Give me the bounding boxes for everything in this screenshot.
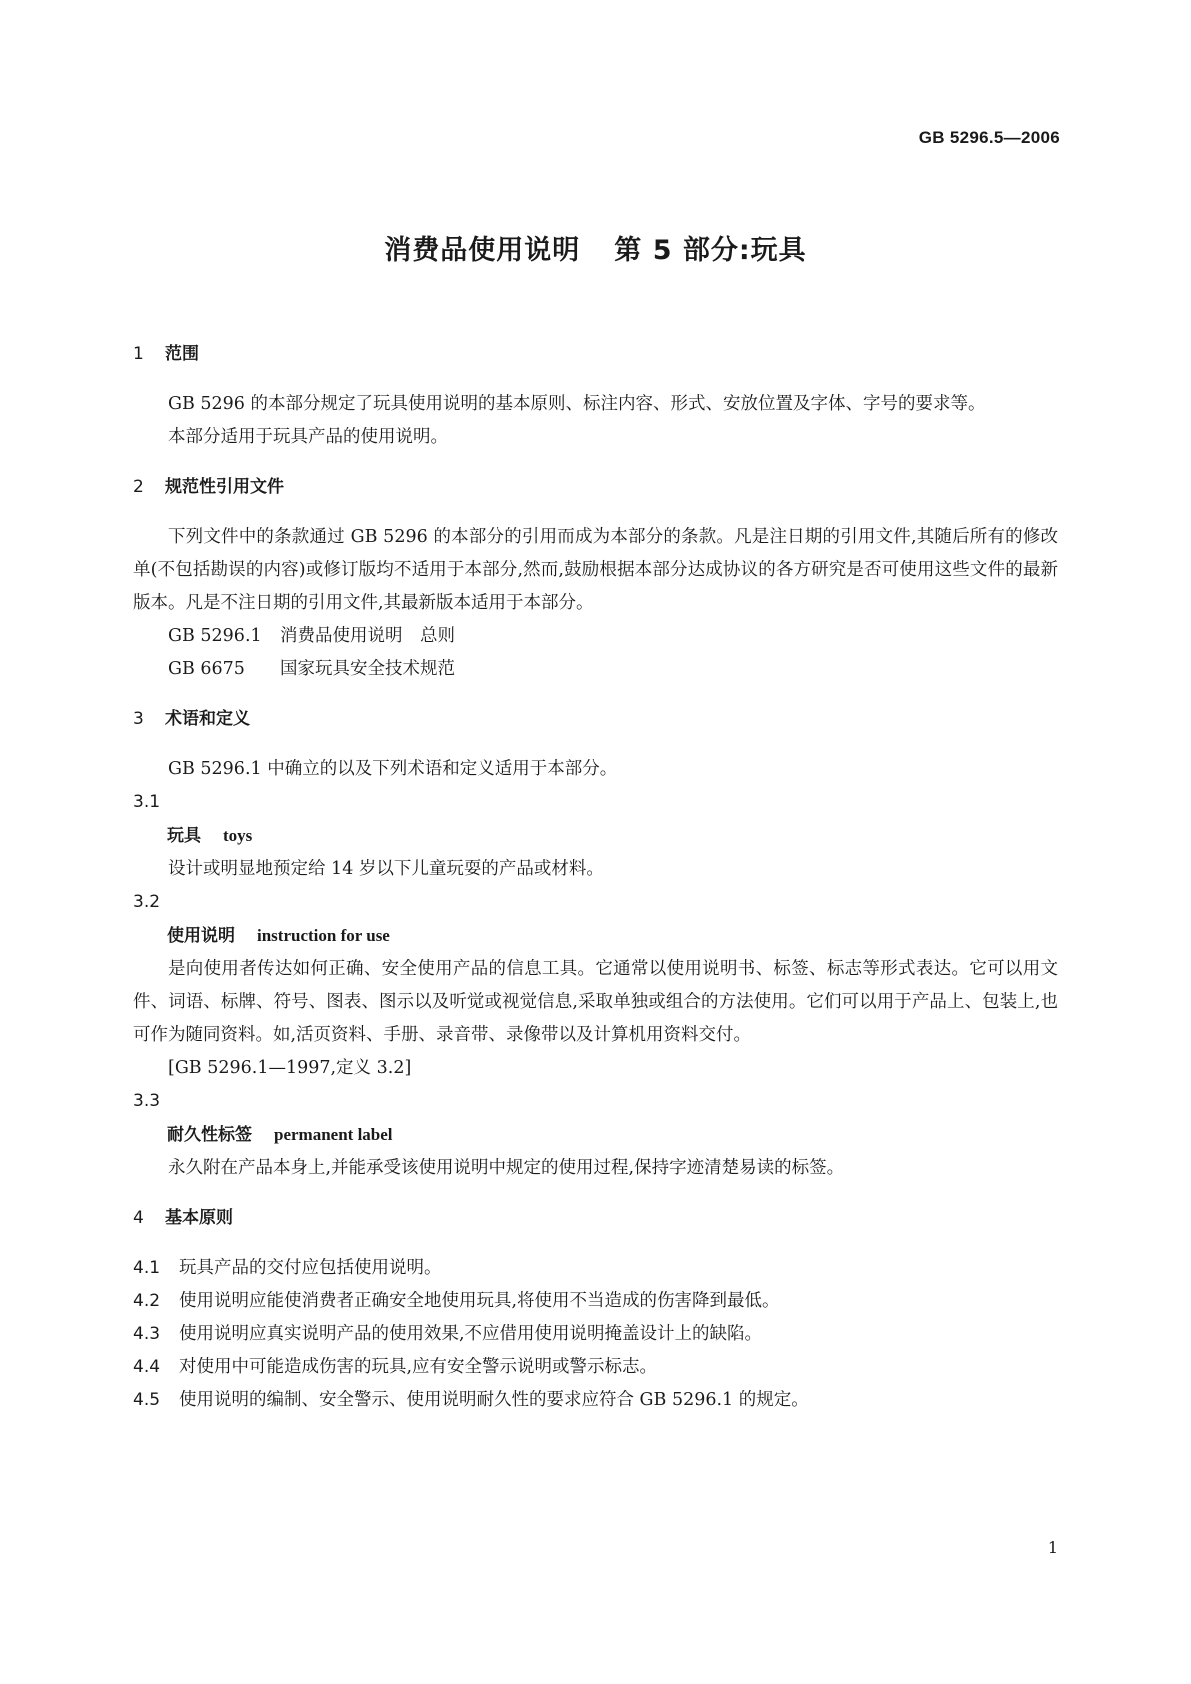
principle-item	[133, 1384, 1058, 1417]
reference-item	[133, 653, 1058, 686]
principle-item	[133, 1351, 1058, 1384]
section-number: 1	[133, 344, 144, 364]
paragraph: 下列文件中的条款通过 GB 5296 的本部分的引用而成为本部分的条款。凡是注日期的引用文件,其随后所有的修改单(不包括勘误的内容)或修订版均不适用于本部分,然而,鼓励根据本部分达成协议的各方研究是否可使用这些文件的最新版本。凡是不注日期的引用文件,其最新版本适用于本部分。	[133, 527, 1058, 613]
reference-item	[133, 620, 1058, 653]
reference-code: GB 6675	[168, 659, 245, 679]
item-number: 4.3	[133, 1324, 161, 1344]
term-entry	[133, 819, 1058, 853]
term-entry	[133, 1118, 1058, 1152]
section-number: 4	[133, 1208, 144, 1228]
standard-code: GB 5296.5—2006	[918, 128, 1060, 147]
paragraph: GB 5296 的本部分规定了玩具使用说明的基本原则、标注内容、形式、安放位置及字体、字号的要求等。	[168, 394, 986, 414]
paragraph: 本部分适用于玩具产品的使用说明。	[168, 427, 448, 447]
item-number: 4.4	[133, 1357, 161, 1377]
reference-title: 国家玩具安全技术规范	[280, 659, 455, 679]
section-heading-scope	[133, 338, 1058, 371]
section-heading-terms-definitions	[133, 703, 1058, 736]
section-title: 规范性引用文件	[165, 477, 284, 497]
section-title: 术语和定义	[165, 709, 250, 729]
principle-item	[133, 1252, 1058, 1285]
document-body	[133, 338, 1058, 1417]
term-definition: 设计或明显地预定给 14 岁以下儿童玩耍的产品或材料。	[168, 859, 604, 879]
item-number: 4.5	[133, 1390, 161, 1410]
term-definition: 永久附在产品本身上,并能承受该使用说明中规定的使用过程,保持字迹清楚易读的标签。	[168, 1158, 845, 1178]
item-number: 4.2	[133, 1291, 161, 1311]
term-zh: 使用说明	[167, 926, 235, 946]
section-number: 3	[133, 709, 144, 729]
principle-item	[133, 1285, 1058, 1318]
term-en: toys	[223, 826, 253, 845]
item-number: 4.1	[133, 1258, 161, 1278]
item-text: 玩具产品的交付应包括使用说明。	[179, 1258, 442, 1278]
term-zh: 耐久性标签	[167, 1125, 252, 1145]
term-entry	[133, 919, 1058, 953]
section-heading-normative-references	[133, 471, 1058, 504]
item-text: 对使用中可能造成伤害的玩具,应有安全警示说明或警示标志。	[179, 1357, 658, 1377]
term-source: [GB 5296.1—1997,定义 3.2]	[168, 1058, 412, 1078]
principle-item	[133, 1318, 1058, 1351]
term-zh: 玩具	[167, 826, 201, 846]
term-definition: 是向使用者传达如何正确、安全使用产品的信息工具。它通常以使用说明书、标签、标志等形式表达。它可以用文件、词语、标牌、符号、图表、图示以及听觉或视觉信息,采取单独或组合的方法使用。它们可以用于产品上、包装上,也可作为随同资料。如,活页资料、手册、录音带、录像带以及计算机用资料交付。	[133, 959, 1058, 1045]
paragraph: GB 5296.1 中确立的以及下列术语和定义适用于本部分。	[168, 759, 618, 779]
title-sub: 第 5 部分:玩具	[614, 235, 807, 266]
section-number: 2	[133, 477, 144, 497]
page-number: 1	[1047, 1538, 1058, 1557]
item-text: 使用说明应能使消费者正确安全地使用玩具,将使用不当造成的伤害降到最低。	[179, 1291, 780, 1311]
term-number: 3.1	[133, 792, 161, 812]
section-heading-basic-principles	[133, 1202, 1058, 1235]
reference-code: GB 5296.1	[168, 626, 262, 646]
term-number: 3.2	[133, 892, 161, 912]
item-text: 使用说明的编制、安全警示、使用说明耐久性的要求应符合 GB 5296.1 的规定。	[179, 1390, 809, 1410]
term-en: instruction for use	[257, 926, 390, 945]
section-title: 范围	[165, 344, 199, 364]
title-main: 消费品使用说明	[384, 235, 581, 266]
term-number: 3.3	[133, 1091, 161, 1111]
document-title	[0, 228, 1191, 267]
reference-title: 消费品使用说明 总则	[280, 626, 455, 646]
section-title: 基本原则	[165, 1208, 233, 1228]
item-text: 使用说明应真实说明产品的使用效果,不应借用使用说明掩盖设计上的缺陷。	[179, 1324, 763, 1344]
term-en: permanent label	[274, 1125, 393, 1144]
